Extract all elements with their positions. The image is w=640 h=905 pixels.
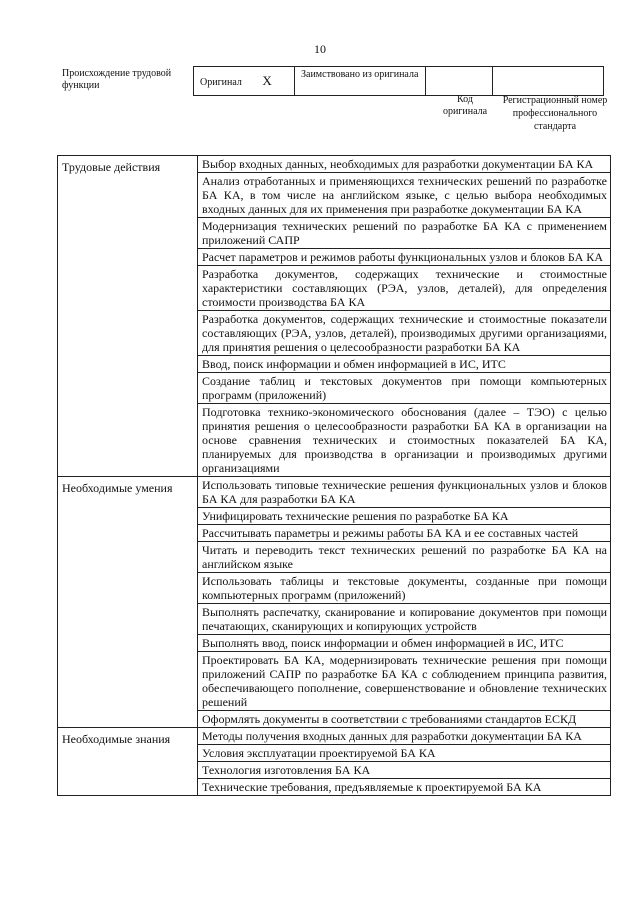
function-table (57, 155, 611, 796)
section-item: Методы получения входных данных для разработки документации БА КА (198, 728, 611, 745)
borrowed-cell (295, 67, 426, 96)
section-item: Анализ отработанных и применяющихся технических решений по разработке БА КА, в том числе на английском языке, с целью выбора необходимых входных данных для их применения при разработке документации БА КА (198, 173, 611, 218)
section-item: Разработка документов, содержащих технические и стоимостные показатели составляющих (РЭА, узлов, деталей), производимых другими организациями, для принятия решения о целесообразности разработки БА КА (198, 311, 611, 356)
section-item: Условия эксплуатации проектируемой БА КА (198, 745, 611, 762)
section-item: Разработка документов, содержащих технические и стоимостные характеристики составляющих (РЭА, узлов, деталей), для определения стоимости производства БА КА (198, 266, 611, 311)
reg-number-cell (493, 67, 604, 96)
origin-table (193, 66, 604, 96)
page-number: 10 (314, 42, 326, 56)
section-item: Рассчитывать параметры и режимы работы БА КА и ее составных частей (198, 525, 611, 542)
original-code-cell (426, 67, 493, 96)
table-row (58, 156, 611, 173)
section-item: Модернизация технических решений по разработке БА КА с применением приложений САПР (198, 218, 611, 249)
table-row (58, 477, 611, 508)
section-item: Технические требования, предъявляемые к проектируемой БА КА (198, 779, 611, 796)
borrowed-label: Заимствовано из оригинала (301, 69, 419, 80)
section-item: Проектировать БА КА, модернизировать технические решения при помощи приложений САПР по разработке БА КА с соблюдением принципа развития, обеспечивающего пополнение, совершенствование и обновление технических решений (198, 652, 611, 711)
section-item: Использовать таблицы и текстовые документы, созданные при помощи компьютерных программ (приложений) (198, 573, 611, 604)
section-item: Выбор входных данных, необходимых для разработки документации БА КА (198, 156, 611, 173)
section-item: Оформлять документы в соответствии с требованиями стандартов ЕСКД (198, 711, 611, 728)
reg-caption: Регистрационный номер профессионального стандарта (502, 95, 608, 132)
original-cell (194, 67, 295, 96)
section-title: Необходимые умения (58, 477, 198, 728)
original-mark: X (262, 72, 272, 88)
section-item: Ввод, поиск информации и обмен информацией в ИС, ИТС (198, 356, 611, 373)
section-item: Подготовка технико-экономического обоснования (далее – ТЭО) с целью принятия решения о целесообразности разработки БА КА в организации на основе сравнения технических и стоимостных показателей БА КА, планируемых для производства в организации и производимых другими организациями (198, 404, 611, 477)
table-row (58, 728, 611, 745)
section-item: Создание таблиц и текстовых документов при помощи компьютерных программ (приложений) (198, 373, 611, 404)
section-item: Технология изготовления БА КА (198, 762, 611, 779)
section-item: Выполнять распечатку, сканирование и копирование документов при помощи печатающих, сканирующих и копирующих устройств (198, 604, 611, 635)
section-item: Расчет параметров и режимов работы функциональных узлов и блоков БА КА (198, 249, 611, 266)
section-title: Трудовые действия (58, 156, 198, 477)
code-caption: Код оригинала (442, 94, 488, 117)
origin-label: Происхождение трудовой функции (62, 68, 172, 91)
original-label: Оригинал (200, 76, 242, 88)
section-item: Использовать типовые технические решения функциональных узлов и блоков БА КА для разработки БА КА (198, 477, 611, 508)
section-item: Читать и переводить текст технических решений по разработке БА КА на английском языке (198, 542, 611, 573)
section-title: Необходимые знания (58, 728, 198, 796)
section-item: Унифицировать технические решения по разработке БА КА (198, 508, 611, 525)
section-item: Выполнять ввод, поиск информации и обмен информацией в ИС, ИТС (198, 635, 611, 652)
